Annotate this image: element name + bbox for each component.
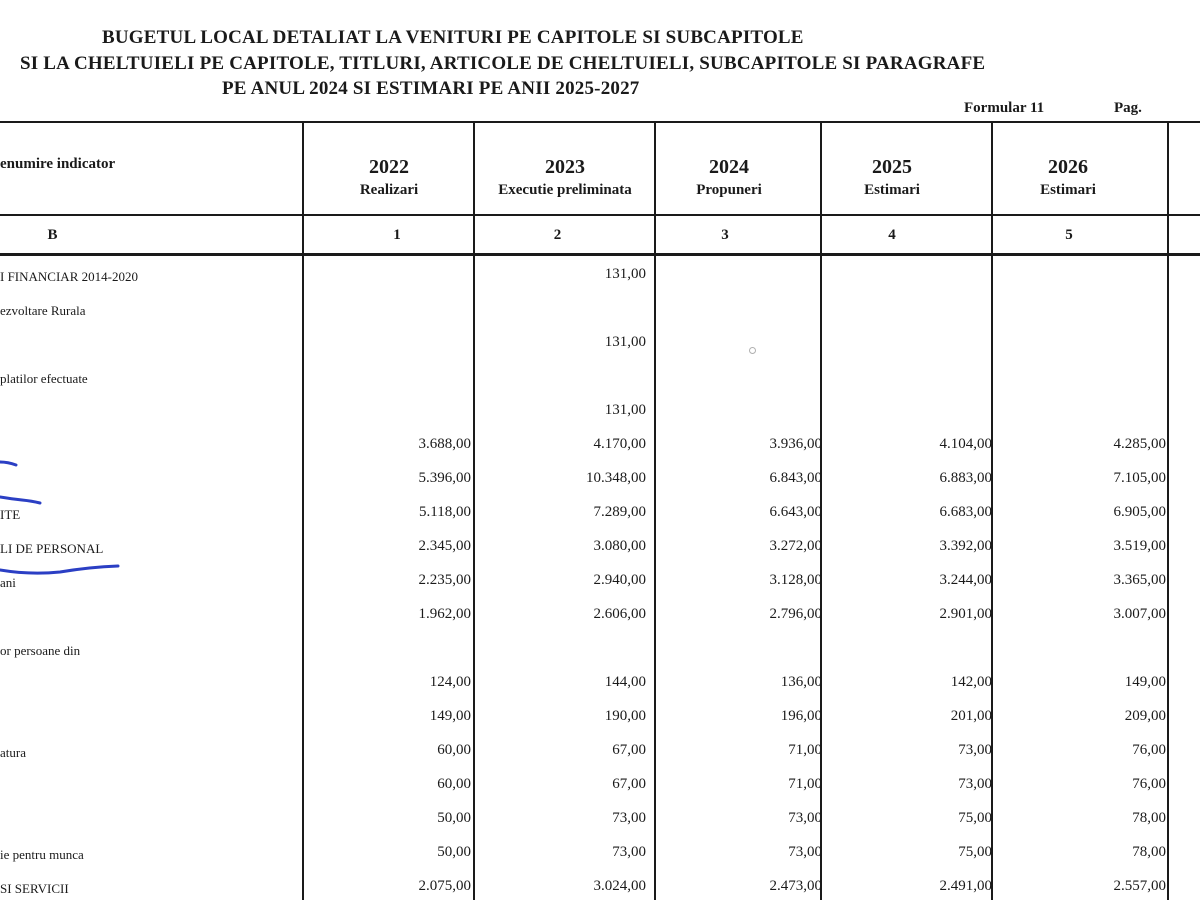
cell-2026: 149,00 <box>1124 674 1166 690</box>
column-sub-2024: Propuneri <box>696 182 762 198</box>
column-year-2025: 2025 <box>872 156 912 178</box>
row-indicator-label: ITE <box>0 507 21 522</box>
cell-2022: 5.396,00 <box>418 470 471 486</box>
column-year-2024: 2024 <box>709 156 749 178</box>
column-sub-2026: Estimari <box>1040 182 1096 198</box>
title-line-2: SI LA CHELTUIELI PE CAPITOLE, TITLURI, ARTICOLE DE CHELTUIELI, SUBCAPITOLE SI PARAGRAFE <box>20 53 986 74</box>
cell-2023: 73,00 <box>612 810 646 826</box>
scan-dot <box>749 347 756 354</box>
cell-2022: 2.075,00 <box>418 878 471 894</box>
row-indicator-label: or persoane din <box>0 643 81 658</box>
pen-annotation <box>0 0 200 600</box>
column-border <box>1167 122 1169 900</box>
cell-2025: 201,00 <box>950 708 992 724</box>
cell-2026: 3.007,00 <box>1113 606 1166 622</box>
cell-2023: 10.348,00 <box>586 470 646 486</box>
cell-2026: 7.105,00 <box>1113 470 1166 486</box>
cell-2026: 6.905,00 <box>1113 504 1166 520</box>
cell-2022: 2.345,00 <box>418 538 471 554</box>
row-indicator-label: LI DE PERSONAL <box>0 541 104 556</box>
cell-2024: 73,00 <box>788 844 822 860</box>
cell-2026: 78,00 <box>1132 844 1166 860</box>
column-year-2023: 2023 <box>545 156 585 178</box>
column-sub-2025: Estimari <box>864 182 920 198</box>
cell-2022: 50,00 <box>437 810 471 826</box>
cell-2025: 2.491,00 <box>939 878 992 894</box>
title-line-3: PE ANUL 2024 SI ESTIMARI PE ANII 2025-2027 <box>222 78 640 99</box>
indicator-column-number: B <box>47 227 58 243</box>
cell-2022: 5.118,00 <box>419 504 471 520</box>
cell-2026: 209,00 <box>1124 708 1166 724</box>
cell-2023: 7.289,00 <box>593 504 646 520</box>
cell-2023: 67,00 <box>612 742 646 758</box>
column-number-5: 5 <box>1065 227 1073 243</box>
cell-2024: 71,00 <box>788 742 822 758</box>
column-year-2026: 2026 <box>1048 156 1088 178</box>
cell-2026: 4.285,00 <box>1113 436 1166 452</box>
cell-2022: 50,00 <box>437 844 471 860</box>
form-label: Formular 11 <box>964 100 1045 116</box>
cell-2025: 6.683,00 <box>939 504 992 520</box>
cell-2023: 144,00 <box>604 674 646 690</box>
cell-2023: 131,00 <box>604 266 646 282</box>
cell-2023: 131,00 <box>604 334 646 350</box>
row-indicator-label: SI SERVICII <box>0 881 69 896</box>
cell-2025: 75,00 <box>958 810 992 826</box>
cell-2023: 2.940,00 <box>593 572 646 588</box>
cell-2024: 2.473,00 <box>769 878 822 894</box>
cell-2026: 78,00 <box>1132 810 1166 826</box>
cell-2022: 60,00 <box>437 776 471 792</box>
column-number-3: 3 <box>721 227 729 243</box>
cell-2024: 6.843,00 <box>769 470 822 486</box>
column-sub-2022: Realizari <box>359 182 419 198</box>
cell-2025: 4.104,00 <box>939 436 992 452</box>
cell-2024: 6.643,00 <box>769 504 822 520</box>
cell-2023: 3.024,00 <box>593 878 646 894</box>
column-number-4: 4 <box>888 227 896 243</box>
cell-2022: 124,00 <box>429 674 471 690</box>
cell-2024: 2.796,00 <box>769 606 822 622</box>
page-label: Pag. <box>1114 100 1142 116</box>
cell-2025: 3.244,00 <box>939 572 992 588</box>
cell-2024: 196,00 <box>780 708 822 724</box>
cell-2026: 2.557,00 <box>1113 878 1166 894</box>
cell-2025: 2.901,00 <box>939 606 992 622</box>
cell-2025: 3.392,00 <box>939 538 992 554</box>
cell-2025: 73,00 <box>958 776 992 792</box>
cell-2025: 73,00 <box>958 742 992 758</box>
cell-2025: 75,00 <box>958 844 992 860</box>
cell-2026: 76,00 <box>1132 742 1166 758</box>
column-number-1: 1 <box>393 227 401 243</box>
cell-2024: 73,00 <box>788 810 822 826</box>
cell-2022: 2.235,00 <box>418 572 471 588</box>
cell-2023: 2.606,00 <box>593 606 646 622</box>
column-number-2: 2 <box>553 227 562 243</box>
cell-2026: 3.365,00 <box>1113 572 1166 588</box>
cell-2023: 3.080,00 <box>593 538 646 554</box>
cell-2024: 3.936,00 <box>769 436 822 452</box>
row-indicator-label: platilor efectuate <box>0 371 88 386</box>
cell-2023: 73,00 <box>612 844 646 860</box>
cell-2024: 3.272,00 <box>769 538 822 554</box>
cell-2023: 131,00 <box>604 402 646 418</box>
cell-2022: 60,00 <box>437 742 471 758</box>
cell-2022: 149,00 <box>429 708 471 724</box>
cell-2022: 1.962,00 <box>418 606 471 622</box>
column-year-2022: 2022 <box>369 156 409 178</box>
column-sub-2023: Executie preliminata <box>498 182 632 198</box>
cell-2024: 136,00 <box>780 674 822 690</box>
cell-2025: 142,00 <box>950 674 992 690</box>
cell-2022: 3.688,00 <box>418 436 471 452</box>
row-indicator-label: ie pentru munca <box>0 847 84 862</box>
cell-2023: 190,00 <box>604 708 646 724</box>
cell-2024: 3.128,00 <box>769 572 822 588</box>
title-line-1: BUGETUL LOCAL DETALIAT LA VENITURI PE CAPITOLE SI SUBCAPITOLE <box>102 27 804 48</box>
cell-2026: 76,00 <box>1132 776 1166 792</box>
cell-2024: 71,00 <box>788 776 822 792</box>
row-indicator-label: I FINANCIAR 2014-2020 <box>0 269 138 284</box>
row-indicator-label: ezvoltare Rurala <box>0 303 86 318</box>
indicator-header: enumire indicator <box>0 156 116 172</box>
cell-2023: 67,00 <box>612 776 646 792</box>
cell-2025: 6.883,00 <box>939 470 992 486</box>
row-indicator-label: ani <box>0 575 16 590</box>
cell-2026: 3.519,00 <box>1113 538 1166 554</box>
row-indicator-label: atura <box>0 745 26 760</box>
cell-2023: 4.170,00 <box>593 436 646 452</box>
